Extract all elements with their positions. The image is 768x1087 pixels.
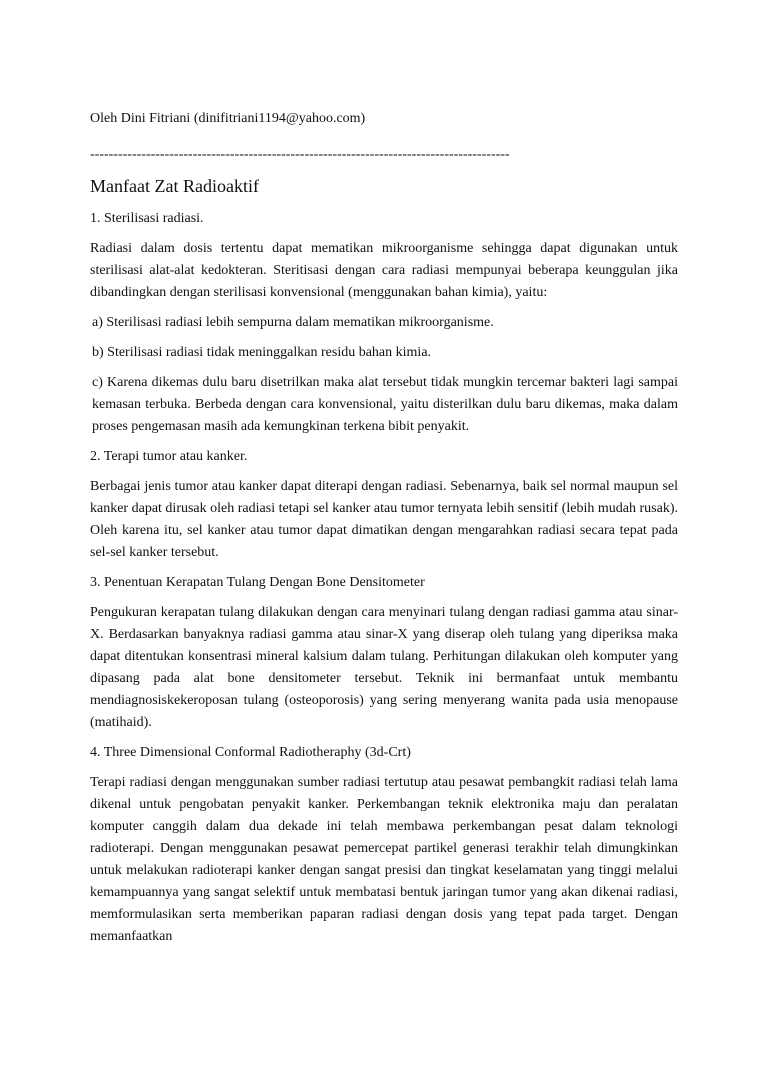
author-line: Oleh Dini Fitriani (dinifitriani1194@yahoo.com) (90, 111, 366, 126)
paragraph: Terapi radiasi dengan menggunakan sumber radiasi tertutup atau pesawat pembangkit radiasi telah lama dikenal untuk pengobatan penyakit kanker. Perkembangan teknik elektronika maju dan peralatan komputer canggih dalam dua dekade ini telah membawa perkembangan pesat dalam teknologi radioterapi. Dengan menggunakan pesawat pemercepat partikel generasi terakhir telah dimungkinkan untuk melakukan radioterapi kanker dengan sangat presisi dan tingkat keselamatan yang tinggi melalui kemampuannya yang sangat selektif untuk membatasi bentuk jaringan tumor yang akan dikenai radiasi, memformulasikan serta memberikan paparan radiasi dengan dosis yang tepat pada target. Dengan memanfaatkan (90, 775, 678, 944)
section-heading-3d-crt: 4. Three Dimensional Conformal Radiotheraphy (3d-Crt) (90, 745, 411, 760)
section-heading-terapi-tumor: 2. Terapi tumor atau kanker. (90, 449, 248, 464)
separator-line: ------------------------------------------------------------------------------------------ (90, 147, 510, 162)
document-title: Manfaat Zat Radioaktif (90, 176, 259, 196)
section-heading-kerapatan-tulang: 3. Penentuan Kerapatan Tulang Dengan Bone Densitometer (90, 575, 425, 590)
document-page (90, 108, 678, 956)
paragraph: Pengukuran kerapatan tulang dilakukan dengan cara menyinari tulang dengan radiasi gamma atau sinar-X. Berdasarkan banyaknya radiasi gamma atau sinar-X yang diserap oleh tulang yang diperiksa maka dapat ditentukan konsentrasi mineral kalsium dalam tulang. Perhitungan dilakukan oleh komputer yang dipasang pada alat bone densitometer tersebut. Teknik ini bermanfaat untuk membantu mendiagnosiskekeroposan tulang (osteoporosis) yang sering menyerang wanita pada usia menopause (matihaid). (90, 605, 678, 730)
list-item: c) Karena dikemas dulu baru disetrilkan maka alat tersebut tidak mungkin tercemar bakteri lagi sampai kemasan terbuka. Berbeda dengan cara konvensional, yaitu disterilkan dulu baru dikemas, maka dalam proses pengemasan masih ada kemungkinan terkena bibit penyakit. (92, 375, 678, 434)
list-item: b) Sterilisasi radiasi tidak meninggalkan residu bahan kimia. (92, 345, 432, 360)
paragraph: Radiasi dalam dosis tertentu dapat mematikan mikroorganisme sehingga dapat digunakan untuk sterilisasi alat-alat kedokteran. Steritisasi dengan cara radiasi mempunyai beberapa keunggulan jika dibandingkan dengan sterilisasi konvensional (menggunakan bahan kimia), yaitu: (90, 241, 678, 300)
paragraph: Berbagai jenis tumor atau kanker dapat diterapi dengan radiasi. Sebenarnya, baik sel normal maupun sel kanker dapat dirusak oleh radiasi tetapi sel kanker atau tumor ternyata lebih sensitif (lebih mudah rusak). Oleh karena itu, sel kanker atau tumor dapat dimatikan dengan mengarahkan radiasi secara tepat pada sel-sel kanker tersebut. (90, 479, 678, 560)
list-item: a) Sterilisasi radiasi lebih sempurna dalam mematikan mikroorganisme. (92, 315, 494, 330)
section-heading-sterilisasi: 1. Sterilisasi radiasi. (90, 211, 204, 226)
